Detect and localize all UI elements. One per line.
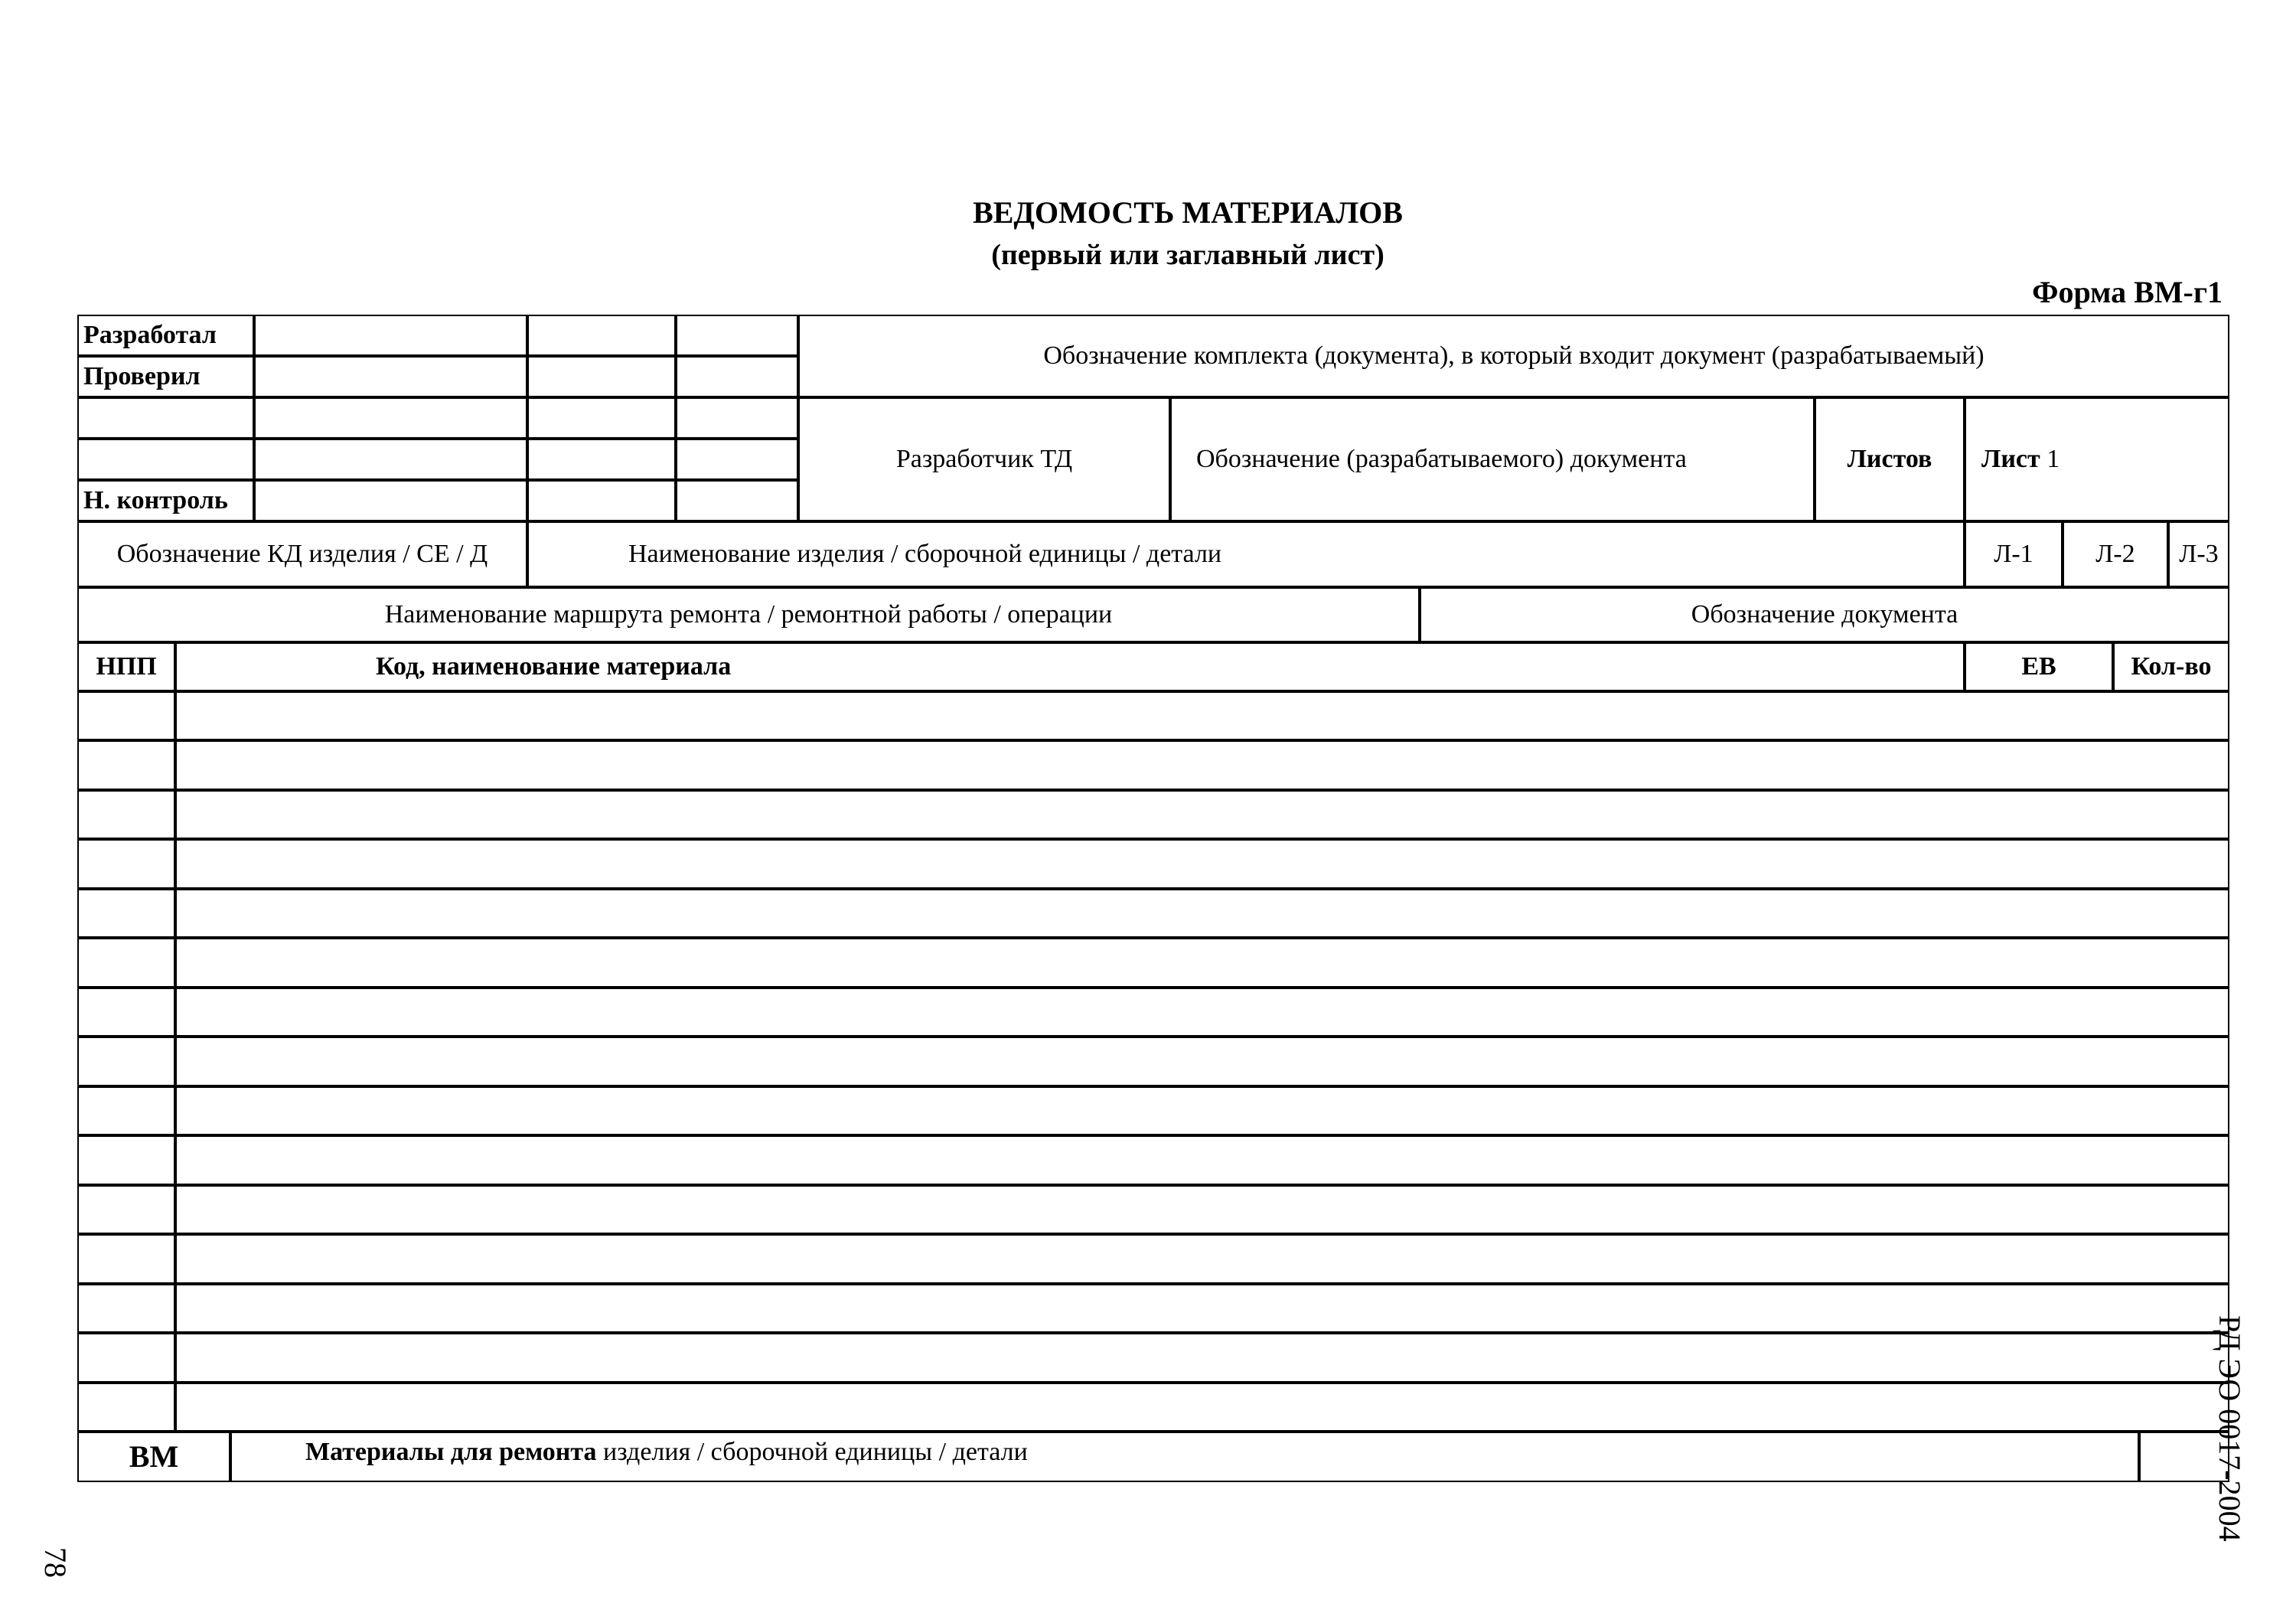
document-designation-field[interactable]: Обозначение (разрабатываемого) документа <box>1170 397 1815 521</box>
table-row-material-cell[interactable] <box>175 1333 2229 1383</box>
footer-caption-bold: Материалы для ремонта <box>305 1438 597 1466</box>
table-row-npp-cell[interactable] <box>77 1037 175 1086</box>
table-row-material-cell[interactable] <box>175 889 2229 938</box>
developed-signature-field[interactable] <box>527 315 676 356</box>
table-row-npp-cell[interactable] <box>77 1086 175 1135</box>
norm-control-name-field[interactable] <box>254 480 527 521</box>
table-row-material-cell[interactable] <box>175 790 2229 839</box>
sheet-label: Лист <box>1981 445 2040 474</box>
table-row-material-cell[interactable] <box>175 988 2229 1037</box>
table-row-material-cell[interactable] <box>175 938 2229 988</box>
developed-name-field[interactable] <box>254 315 527 356</box>
developed-label: Разработал <box>77 315 254 356</box>
table-row-material-cell[interactable] <box>175 1284 2229 1333</box>
table-row-npp-cell[interactable] <box>77 839 175 889</box>
table-row-material-cell[interactable] <box>175 691 2229 740</box>
npp-column-header: НПП <box>77 642 175 691</box>
table-row-npp-cell[interactable] <box>77 1333 175 1383</box>
sheet-number: 1 <box>2047 445 2060 474</box>
developed-date-field[interactable] <box>676 315 798 356</box>
table-row-material-cell[interactable] <box>175 1185 2229 1234</box>
form-subtitle: (первый или заглавный лист) <box>991 239 1384 271</box>
table-row-material-cell[interactable] <box>175 839 2229 889</box>
extra-date-field-1[interactable] <box>676 397 798 439</box>
table-row-npp-cell[interactable] <box>77 790 175 839</box>
checked-name-field[interactable] <box>254 356 527 397</box>
table-row-npp-cell[interactable] <box>77 740 175 790</box>
page-number: 78 <box>38 1547 73 1578</box>
footer-caption-cell <box>230 1432 2139 1482</box>
table-row-npp-cell[interactable] <box>77 1234 175 1284</box>
table-row-material-cell[interactable] <box>175 1135 2229 1185</box>
table-row-npp-cell[interactable] <box>77 691 175 740</box>
table-row-npp-cell[interactable] <box>77 938 175 988</box>
norm-control-label: Н. контроль <box>77 480 254 521</box>
route-document-designation-field[interactable]: Обозначение документа <box>1420 587 2229 642</box>
table-row-material-cell[interactable] <box>175 1037 2229 1086</box>
form-code: Форма ВМ-г1 <box>2032 275 2223 309</box>
sheet-number-field[interactable] <box>1965 397 2229 521</box>
checked-date-field[interactable] <box>676 356 798 397</box>
extra-name-field-1[interactable] <box>254 397 527 439</box>
standard-code: РД ЭО 0017-2004 <box>2213 1315 2247 1542</box>
table-row-npp-cell[interactable] <box>77 1383 175 1432</box>
extra-date-field-2[interactable] <box>676 439 798 480</box>
table-row-npp-cell[interactable] <box>77 1284 175 1333</box>
table-row-material-cell[interactable] <box>175 1086 2229 1135</box>
extra-role-field-1[interactable] <box>77 397 254 439</box>
table-row-material-cell[interactable] <box>175 740 2229 790</box>
product-name-field[interactable]: Наименование изделия / сборочной единицы / детали <box>527 521 1965 587</box>
l2-field[interactable]: Л-2 <box>2063 521 2168 587</box>
table-row-material-cell[interactable] <box>175 1383 2229 1432</box>
checked-signature-field[interactable] <box>527 356 676 397</box>
l3-field[interactable]: Л-3 <box>2168 521 2229 587</box>
l1-field[interactable]: Л-1 <box>1965 521 2063 587</box>
material-column-header: Код, наименование материала <box>175 642 1965 691</box>
extra-signature-field-2[interactable] <box>527 439 676 480</box>
sheets-count-field[interactable]: Листов <box>1815 397 1965 521</box>
checked-label: Проверил <box>77 356 254 397</box>
norm-control-signature-field[interactable] <box>527 480 676 521</box>
footer-caption-rest: изделия / сборочной единицы / детали <box>596 1438 1028 1466</box>
extra-role-field-2[interactable] <box>77 439 254 480</box>
table-row-npp-cell[interactable] <box>77 889 175 938</box>
table-row-material-cell[interactable] <box>175 1234 2229 1284</box>
qty-column-header: Кол-во <box>2113 642 2229 691</box>
route-name-field[interactable]: Наименование маршрута ремонта / ремонтной работы / операции <box>77 587 1420 642</box>
extra-name-field-2[interactable] <box>254 439 527 480</box>
form-title: ВЕДОМОСТЬ МАТЕРИАЛОВ <box>973 195 1403 230</box>
extra-signature-field-1[interactable] <box>527 397 676 439</box>
form-code-cell: ВМ <box>77 1432 230 1482</box>
table-row-npp-cell[interactable] <box>77 1135 175 1185</box>
unit-column-header: ЕВ <box>1965 642 2113 691</box>
td-developer-field[interactable]: Разработчик ТД <box>798 397 1170 521</box>
kd-designation-field[interactable]: Обозначение КД изделия / СЕ / Д <box>77 521 527 587</box>
table-row-npp-cell[interactable] <box>77 988 175 1037</box>
kit-designation-field[interactable]: Обозначение комплекта (документа), в который входит документ (разрабатываемый) <box>798 315 2229 397</box>
norm-control-date-field[interactable] <box>676 480 798 521</box>
table-row-npp-cell[interactable] <box>77 1185 175 1234</box>
